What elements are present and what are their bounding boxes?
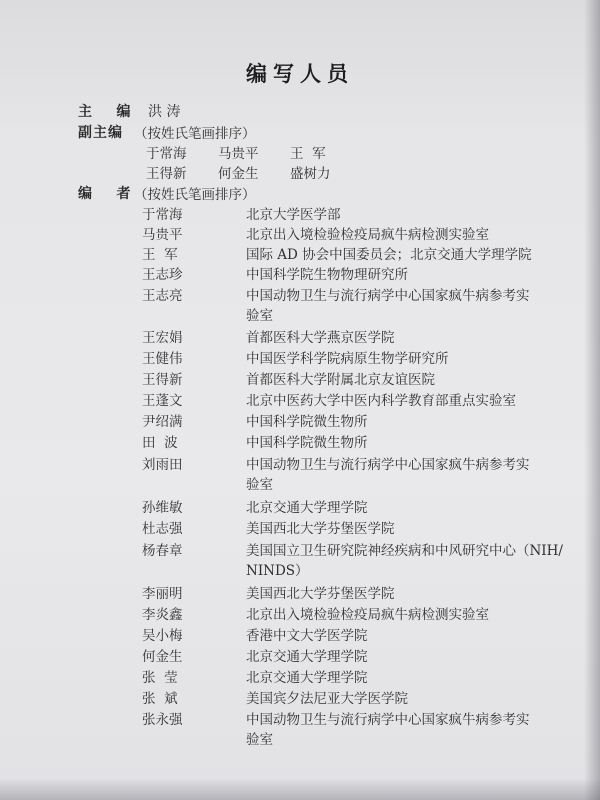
editor-affiliation: 中国动物卫生与流行病学中心国家疯牛病参考实 bbox=[246, 457, 530, 473]
editor-name: 于常海 bbox=[142, 207, 183, 223]
editor-name: 王健伟 bbox=[142, 351, 183, 367]
editor-name: 李炎鑫 bbox=[142, 607, 183, 623]
editor-name: 王志珍 bbox=[142, 267, 183, 283]
editor-name: 王志亮 bbox=[142, 288, 183, 304]
editor-affiliation-continued: 验室 bbox=[246, 477, 273, 493]
page-edge-shadow bbox=[584, 0, 600, 800]
editors-label: 编 者 bbox=[78, 186, 132, 202]
editor-affiliation: 中国动物卫生与流行病学中心国家疯牛病参考实 bbox=[246, 288, 530, 304]
editor-affiliation: 中国医学科学院病原生物学研究所 bbox=[246, 351, 449, 367]
deputy-editor-name: 王得新 bbox=[146, 166, 187, 182]
editor-affiliation: 北京交通大学理学院 bbox=[246, 670, 368, 686]
editor-affiliation: 北京中医药大学中医内科学教育部重点实验室 bbox=[246, 393, 516, 409]
editor-affiliation: 美国宾夕法尼亚大学医学院 bbox=[246, 691, 408, 707]
editor-name: 何金生 bbox=[142, 649, 183, 665]
editor-affiliation: 美国西北大学芬堡医学院 bbox=[246, 586, 395, 602]
editor-affiliation: 北京大学医学部 bbox=[246, 207, 341, 223]
editor-name: 吴小梅 bbox=[142, 628, 183, 644]
deputy-editor-label: 副主编 bbox=[78, 125, 123, 141]
editor-name: 孙维敏 bbox=[142, 500, 183, 516]
editor-affiliation: 北京出入境检验检疫局疯牛病检测实验室 bbox=[246, 227, 489, 243]
deputy-editor-name: 马贵平 bbox=[218, 146, 259, 162]
chief-editor-name: 洪 涛 bbox=[148, 104, 181, 120]
page-title: 编写人员 bbox=[246, 61, 354, 86]
editor-name: 杜志强 bbox=[142, 521, 183, 537]
deputy-editor-name: 王 军 bbox=[290, 146, 326, 162]
editor-affiliation: 中国科学院生物物理研究所 bbox=[246, 267, 408, 283]
editor-name: 王 军 bbox=[142, 247, 178, 263]
chief-editor-label: 主 编 bbox=[78, 104, 132, 120]
editor-affiliation: 香港中文大学医学院 bbox=[246, 628, 368, 644]
editor-name: 张 莹 bbox=[142, 670, 178, 686]
editor-affiliation-continued: 验室 bbox=[246, 308, 273, 324]
editor-name: 王得新 bbox=[142, 372, 183, 388]
editor-affiliation: 北京交通大学理学院 bbox=[246, 649, 368, 665]
page-bottom-shadow bbox=[0, 778, 600, 800]
editor-affiliation-continued: 验室 bbox=[246, 732, 273, 748]
editor-name: 王宏娟 bbox=[142, 330, 183, 346]
editor-name: 王蓬文 bbox=[142, 393, 183, 409]
editor-name: 杨春章 bbox=[142, 543, 183, 559]
deputy-editor-name: 于常海 bbox=[146, 146, 187, 162]
editor-affiliation: 首都医科大学燕京医学院 bbox=[246, 330, 395, 346]
editor-affiliation: 北京出入境检验检疫局疯牛病检测实验室 bbox=[246, 607, 489, 623]
deputy-editor-note: （按姓氏笔画排序） bbox=[134, 126, 256, 142]
deputy-editor-name: 盛树力 bbox=[290, 166, 331, 182]
editor-affiliation: 中国科学院微生物所 bbox=[246, 414, 368, 430]
editor-name: 刘雨田 bbox=[142, 457, 183, 473]
editor-affiliation: 国际 AD 协会中国委员会；北京交通大学理学院 bbox=[246, 247, 532, 263]
editor-affiliation: 首都医科大学附属北京友谊医院 bbox=[246, 372, 435, 388]
editor-affiliation: 北京交通大学理学院 bbox=[246, 500, 368, 516]
editor-name: 田 波 bbox=[142, 435, 178, 451]
editor-affiliation-continued: NINDS） bbox=[246, 563, 309, 579]
editor-name: 张永强 bbox=[142, 712, 183, 728]
deputy-editor-name: 何金生 bbox=[218, 166, 259, 182]
editor-affiliation: 美国国立卫生研究院神经疾病和中风研究中心（NIH/ bbox=[246, 543, 563, 559]
editor-affiliation: 中国动物卫生与流行病学中心国家疯牛病参考实 bbox=[246, 712, 530, 728]
editor-name: 张 斌 bbox=[142, 691, 178, 707]
editors-note: （按姓氏笔画排序） bbox=[134, 187, 256, 203]
editor-affiliation: 美国西北大学芬堡医学院 bbox=[246, 521, 395, 537]
editor-name: 李丽明 bbox=[142, 586, 183, 602]
editor-affiliation: 中国科学院微生物所 bbox=[246, 435, 368, 451]
editor-name: 马贵平 bbox=[142, 227, 183, 243]
editor-name: 尹绍满 bbox=[142, 414, 183, 430]
